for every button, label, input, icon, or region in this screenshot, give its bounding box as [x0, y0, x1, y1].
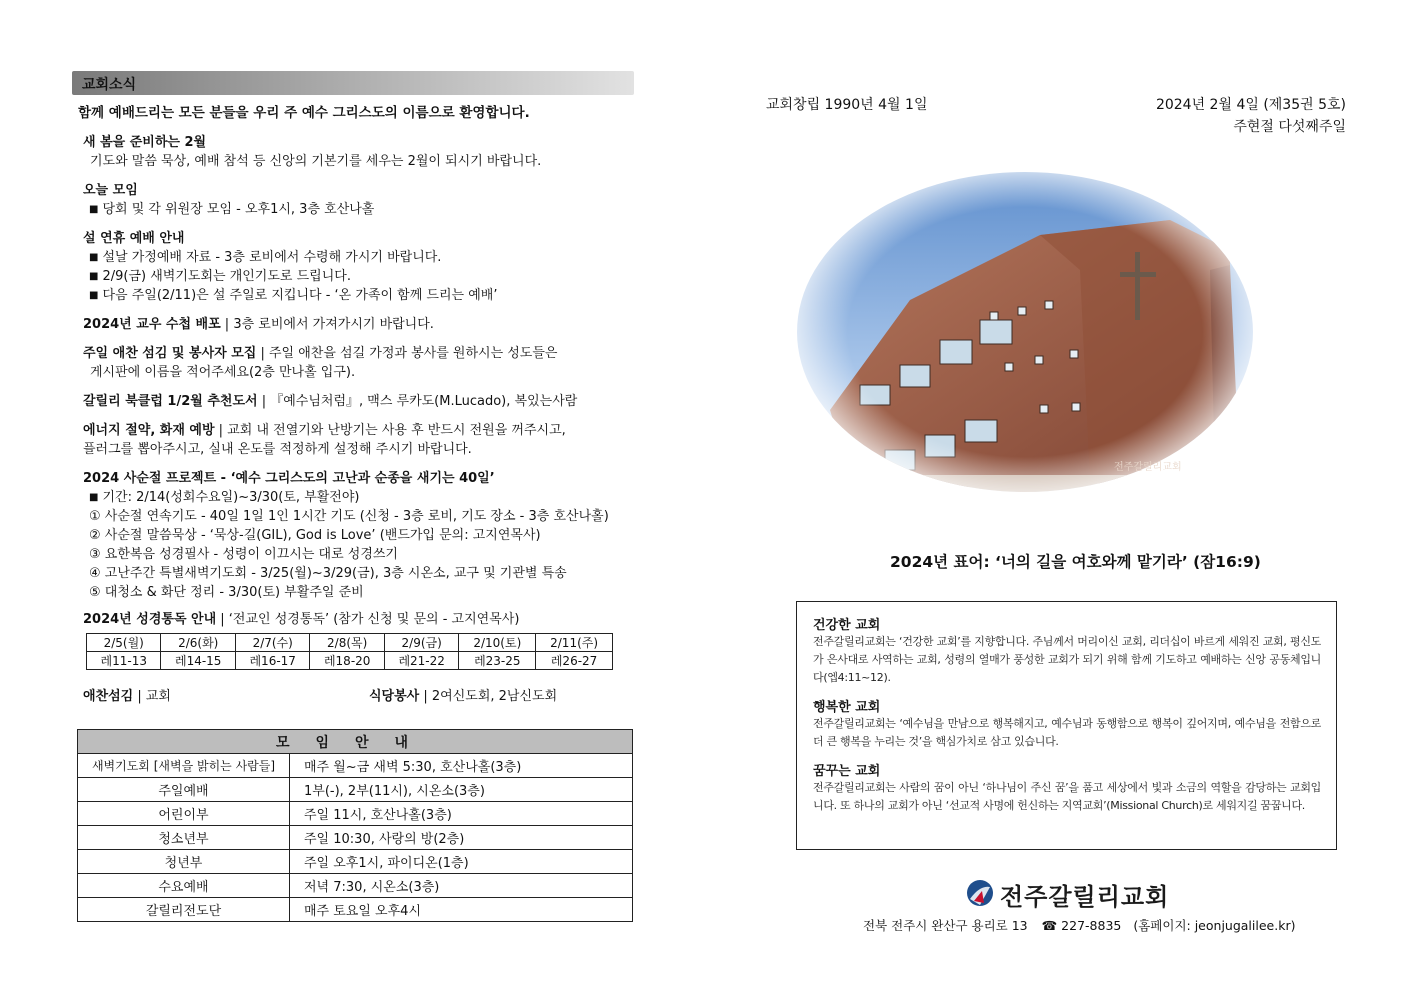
core-value-healthy — [813, 614, 1321, 687]
meetings-header: 모임안내 — [78, 730, 633, 754]
table-row — [78, 754, 633, 778]
meeting-time: 주일 오후1시, 파이디온(1층) — [290, 850, 633, 874]
bible-dates-row — [87, 634, 613, 652]
contact-line — [863, 916, 1295, 934]
bible-date: 2/6(화) — [161, 634, 235, 652]
yearly-motto: 2024년 표어: ‘너의 길을 여호와께 맡기라’ (잠16:9) — [890, 553, 1261, 571]
meeting-time: 주일 11시, 호산나홀(3층) — [290, 802, 633, 826]
table-row — [78, 850, 633, 874]
meeting-name: 주일예배 — [78, 778, 290, 802]
lent-item: ③ 요한복음 성경필사 - 성령이 이끄시는 대로 성경쓰기 — [89, 547, 398, 562]
bible-chapter: 레23-25 — [459, 652, 536, 670]
phone-icon: ☎ — [1041, 918, 1058, 933]
newyear-item: ■ 2/9(금) 새벽기도회는 개인기도로 드립니다. — [89, 267, 351, 287]
logo-text: 전주갈릴리교회 — [1000, 883, 1170, 911]
choir-text: | 주일 애찬을 섬길 가정과 봉사를 원하시는 성도들은 — [256, 346, 558, 361]
bible-chapter: 레26-27 — [536, 652, 613, 670]
meeting-time: 1부(-), 2부(11시), 시온소(3층) — [290, 778, 633, 802]
lent-period: ■ 기간: 2/14(성회수요일)~3/30(토, 부활전야) — [89, 488, 360, 508]
bible-date: 2/9(금) — [384, 634, 458, 652]
bookclub-text: | 『예수님처럼』, 맥스 루카도(M.Lucado), 복있는사람 — [257, 394, 578, 409]
choir-title: 주일 애찬 섬김 및 봉사자 모집 — [83, 346, 257, 361]
church-logo — [966, 877, 1170, 911]
issue-date: 2024년 2월 4일 (제35권 5호) — [1155, 97, 1346, 113]
meeting-time: 매주 월~금 새벽 5:30, 호산나홀(3층) — [290, 754, 633, 778]
choir-notice — [83, 344, 558, 363]
meeting-time: 주일 10:30, 사랑의 방(2층) — [290, 826, 633, 850]
address: 전북 전주시 완산구 용리로 13 — [863, 918, 1028, 933]
bible-text: | ‘전교인 성경통독’ (참가 신청 및 문의 - 고지연목사) — [216, 612, 520, 627]
bible-title: 2024년 성경통독 안내 — [83, 612, 217, 627]
notebook-title: 2024년 교우 수첩 배포 — [83, 317, 221, 332]
bible-chapter: 레21-22 — [384, 652, 458, 670]
energy-text: | 교회 내 전열기와 난방기는 사용 후 반드시 전원을 꺼주시고, — [214, 423, 566, 438]
bible-reading-table — [86, 633, 613, 670]
liturgical-week: 주현절 다섯째주일 — [1233, 119, 1346, 135]
newyear-item: ■ 다음 주일(2/11)은 설 주일로 지킵니다 - ‘온 가족이 함께 드리는 예배’ — [89, 286, 497, 306]
meeting-name: 어린이부 — [78, 802, 290, 826]
lent-item: ④ 고난주간 특별새벽기도회 - 3/25(월)~3/29(금), 3층 시온소, 교구 및 기관별 특송 — [89, 566, 567, 581]
serve-label-1: 애찬섬김 — [83, 689, 134, 704]
choir-text-2: 게시판에 이름을 적어주세요(2층 만나홀 입구). — [90, 365, 356, 380]
newyear-item: ■ 설날 가정예배 자료 - 3층 로비에서 수령해 가시기 바랍니다. — [89, 248, 441, 268]
meeting-time: 매주 토요일 오후4시 — [290, 898, 633, 922]
today-item: ■ 당회 및 각 위원장 모임 - 오후1시, 3층 호산나홀 — [89, 200, 374, 220]
table-row — [78, 898, 633, 922]
notebook-text: | 3층 로비에서 가져가시기 바랍니다. — [220, 317, 434, 332]
section-title: 교회소식 — [82, 77, 137, 93]
welcome-text: 함께 예배드리는 모든 분들을 우리 주 예수 그리스도의 이름으로 환영합니다. — [78, 105, 530, 121]
notebook-notice — [83, 315, 434, 334]
table-row — [78, 802, 633, 826]
core-value-happy — [813, 696, 1321, 751]
core-value-title: 꿈꾸는 교회 — [813, 764, 881, 779]
founded-date: 교회창립 1990년 4월 1일 — [766, 97, 928, 113]
bible-date: 2/8(목) — [310, 634, 384, 652]
meetings-header-row — [78, 730, 633, 754]
spring-text: 기도와 말씀 묵상, 예배 참석 등 신앙의 기본기를 세우는 2월이 되시기 바랍니다. — [90, 154, 542, 169]
lent-item: ① 사순절 연속기도 - 40일 1일 1인 1시간 기도 (신청 - 3층 로비, 기도 장소 - 3층 호산나홀) — [89, 509, 609, 524]
lent-title: 2024 사순절 프로젝트 - ‘예수 그리스도의 고난과 순종을 새기는 40일’ — [83, 471, 495, 486]
core-value-title: 행복한 교회 — [813, 700, 881, 715]
bible-date: 2/7(수) — [235, 634, 309, 652]
spring-title: 새 봄을 준비하는 2월 — [83, 135, 207, 150]
meeting-name: 청년부 — [78, 850, 290, 874]
bible-chapter: 레14-15 — [161, 652, 235, 670]
bible-date: 2/11(주) — [536, 634, 613, 652]
meetings-table — [77, 729, 633, 922]
serve-value-2: | 2여신도회, 2남신도회 — [419, 689, 558, 704]
church-logo-icon — [966, 879, 994, 907]
meeting-name: 청소년부 — [78, 826, 290, 850]
bible-notice — [83, 610, 519, 629]
church-sign: 전주갈릴리교회 — [1114, 462, 1182, 473]
bookclub-title: 갈릴리 북클럽 1/2월 추천도서 — [83, 394, 258, 409]
table-row — [78, 874, 633, 898]
meeting-name: 새벽기도회 [새벽을 밝히는 사람들] — [78, 754, 290, 778]
lent-item: ⑤ 대청소 & 화단 정리 - 3/30(토) 부활주일 준비 — [89, 585, 364, 600]
table-row — [78, 826, 633, 850]
bible-chapters-row — [87, 652, 613, 670]
newyear-title: 설 연휴 예배 안내 — [83, 231, 185, 246]
meeting-name: 갈릴리전도단 — [78, 898, 290, 922]
bible-chapter: 레18-20 — [310, 652, 384, 670]
phone-number: 227-8835 — [1061, 918, 1122, 933]
core-values-box — [796, 601, 1337, 850]
core-value-title: 건강한 교회 — [813, 618, 881, 633]
core-value-text: 전주갈릴리교회는 사람의 꿈이 아닌 ‘하나님이 주신 꿈’을 품고 세상에서 빛과 소금의 역할을 감당하는 교회입니다. 또 하나의 교회가 아닌 ‘선교적 사명에 헌신하는 지역교회’(Missional Church)로 세워지길 꿈꿉니다. — [813, 781, 1321, 812]
core-value-text: 전주갈릴리교회는 ‘건강한 교회’를 지향합니다. 주님께서 머리이신 교회, 리더십이 바르게 세워진 교회, 평신도가 은사대로 사역하는 교회, 성령의 열매가 풍성한 교회가 되기 위해 함께 기도하고 예배하는 신앙 공동체입니다(엡4:11~12). — [813, 635, 1321, 684]
bookclub-notice — [83, 392, 577, 411]
bible-date: 2/5(월) — [87, 634, 161, 652]
bible-chapter: 레11-13 — [87, 652, 161, 670]
bible-chapter: 레16-17 — [235, 652, 309, 670]
lent-item: ② 사순절 말씀묵상 - ‘묵상-길(GIL), God is Love’ (밴드가입 문의: 고지연목사) — [89, 528, 541, 543]
table-row — [78, 778, 633, 802]
homepage: (홈페이지: jeonjugalilee.kr) — [1133, 918, 1296, 933]
meeting-time: 저녁 7:30, 시온소(3층) — [290, 874, 633, 898]
bible-date: 2/10(토) — [459, 634, 536, 652]
energy-notice — [83, 421, 566, 440]
serve-meal — [83, 687, 171, 706]
meeting-name: 수요예배 — [78, 874, 290, 898]
serve-value-1: | 교회 — [133, 689, 171, 704]
church-building-illustration — [790, 160, 1260, 515]
serve-kitchen — [369, 687, 557, 706]
serve-label-2: 식당봉사 — [369, 689, 420, 704]
core-value-text: 전주갈릴리교회는 ‘예수님을 만남으로 행복해지고, 예수님과 동행함으로 행복이 깊어지며, 예수님을 전함으로 더 큰 행복을 누리는 것’을 핵심가치로 삼고 있습니다. — [813, 717, 1321, 748]
energy-title: 에너지 절약, 화재 예방 — [83, 423, 215, 438]
core-value-dreaming — [813, 760, 1321, 815]
energy-text-2: 플러그를 뽑아주시고, 실내 온도를 적정하게 설정해 주시기 바랍니다. — [83, 442, 472, 457]
today-title: 오늘 모임 — [83, 183, 138, 198]
section-header — [72, 71, 634, 95]
